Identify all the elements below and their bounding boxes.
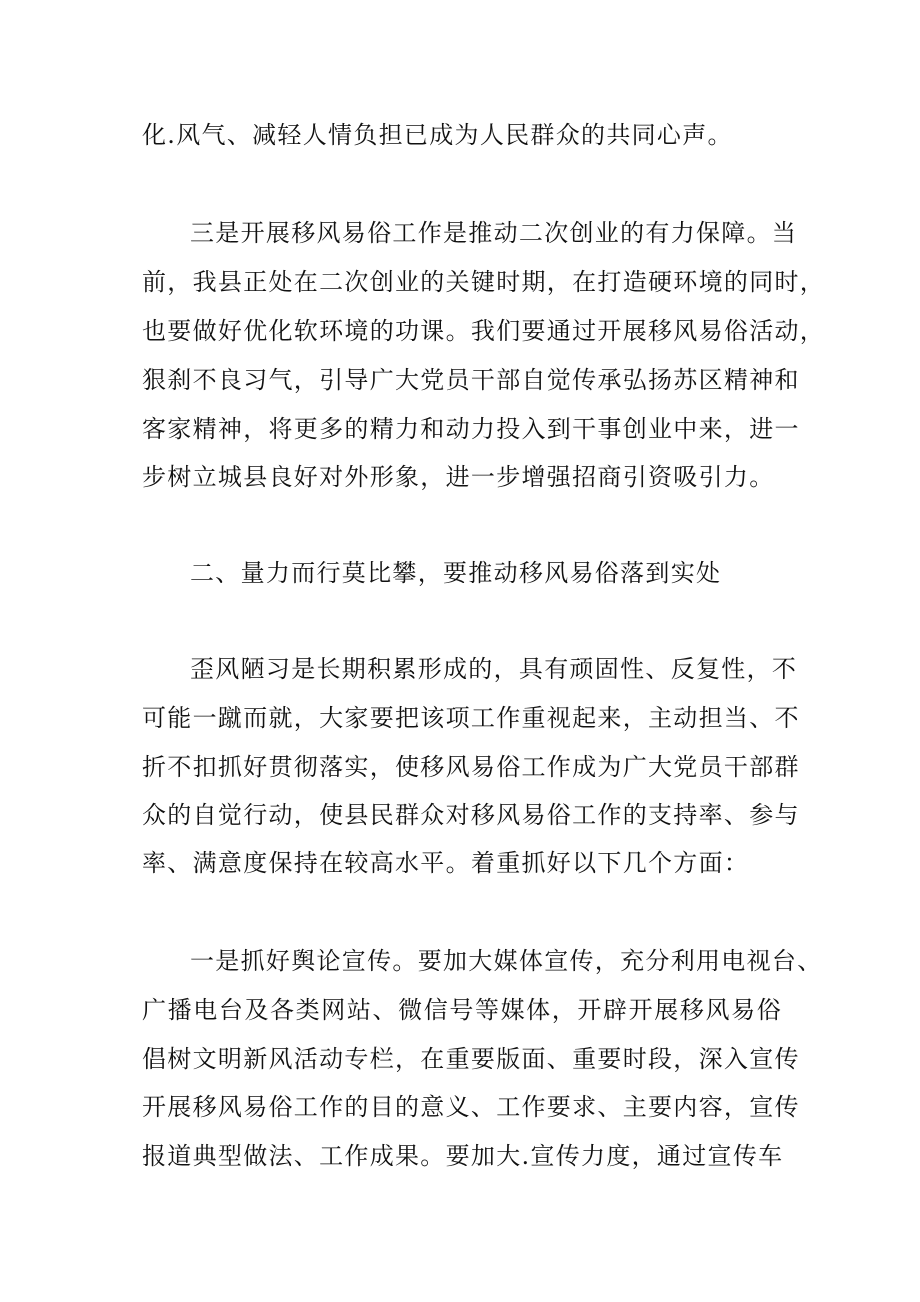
paragraph-2-line-3: 也要做好优化软环境的功课。我们要通过开展移风易俗活动，: [142, 317, 826, 345]
paragraph-4-line-4: 开展移风易俗工作的目的意义、工作要求、主要内容，宣传: [142, 1093, 800, 1121]
paragraph-3-line-3: 折不扣抓好贯彻落实，使移风易俗工作成为广大党员干部群: [142, 753, 800, 781]
paragraph-2-line-1: 三是开展移风易俗工作是推动二次创业的有力保障。当: [190, 219, 798, 247]
paragraph-2-line-2: 前，我县正处在二次创业的关键时期，在打造硬环境的同时，: [142, 268, 826, 296]
paragraph-4-line-2: 广播电台及各类网站、微信号等媒体，开辟开展移风易俗: [142, 996, 782, 1024]
paragraph-4-line-1: 一是抓好舆论宣传。要加大媒体宣传，充分利用电视台、: [190, 947, 823, 975]
paragraph-3-line-4: 众的自觉行动，使县民群众对移风易俗工作的支持率、参与: [142, 801, 800, 829]
paragraph-2-line-5: 客家精神，将更多的精力和动力投入到干事创业中来，进一: [142, 415, 800, 443]
paragraph-2-line-4: 狠刹不良习气，引导广大党员干部自觉传承弘扬苏区精神和: [142, 366, 800, 394]
paragraph-3-line-2: 可能一蹴而就，大家要把该项工作重视起来，主动担当、不: [142, 704, 800, 732]
paragraph-3-line-5: 率、满意度保持在较高水平。着重抓好以下几个方面：: [142, 849, 750, 877]
paragraph-4-line-5: 报道典型做法、工作成果。要加大.宣传力度，通过宣传车: [142, 1142, 784, 1170]
section-heading: 二、量力而行莫比攀，要推动移风易俗落到实处: [190, 559, 722, 587]
paragraph-4-line-3: 倡树文明新风活动专栏，在重要版面、重要时段，深入宣传: [142, 1045, 800, 1073]
paragraph-1-line-1: 化.风气、减轻人情负担已成为人民群众的共同心声。: [142, 121, 733, 149]
paragraph-3-line-1: 歪风陋习是长期积累形成的，具有顽固性、反复性，不: [190, 655, 798, 683]
paragraph-2-line-6: 步树立城县良好对外形象，进一步增强招商引资吸引力。: [142, 463, 775, 491]
